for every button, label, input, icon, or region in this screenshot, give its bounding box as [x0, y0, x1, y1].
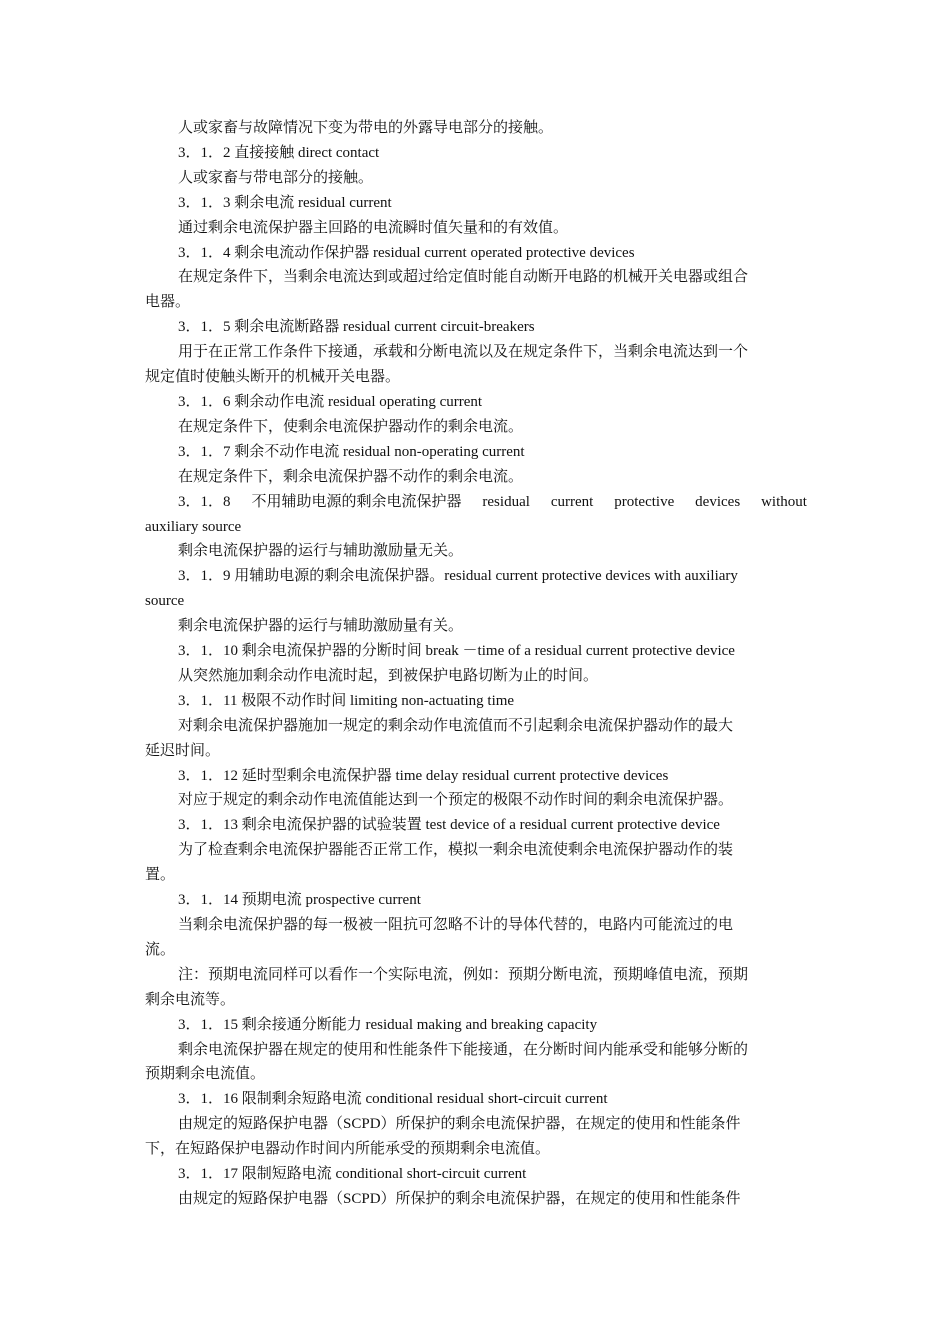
section-heading-3-1-5: 3．1．5 剩余电流断路器 residual current circuit-breakers [178, 319, 535, 336]
section-heading-3-1-4: 3．1．4 剩余电流动作保护器 residual current operated protective devices [178, 244, 635, 261]
text-line: 在规定条件下，使剩余电流保护器动作的剩余电流。 [178, 418, 524, 435]
text-line: 剩余电流保护器在规定的使用和性能条件下能接通，在分断时间内能承受和能够分断的 [178, 1041, 749, 1058]
text-line: 电器。 [145, 294, 191, 311]
text-line: 剩余电流保护器的运行与辅助激励量有关。 [178, 618, 464, 635]
text-line: 人或家畜与故障情况下变为带电的外露导电部分的接触。 [178, 120, 554, 136]
text-line: 剩余电流保护器的运行与辅助激励量无关。 [178, 543, 464, 560]
section-heading-3-1-6: 3．1．6 剩余动作电流 residual operating current [178, 393, 483, 410]
section-heading-3-1-17: 3．1．17 限制短路电流 conditional short-circuit current [178, 1166, 527, 1183]
text-line: 下，在短路保护电器动作时间内所能承受的预期剩余电流值。 [145, 1141, 551, 1158]
text-line: 延迟时间。 [145, 742, 221, 759]
section-heading-3-1-8 [145, 490, 807, 515]
text-line: 从突然施加剩余动作电流时起，到被保护电路切断为止的时间。 [178, 667, 599, 684]
text-line: 用于在正常工作条件下接通，承载和分断电流以及在规定条件下，当剩余电流达到一个 [178, 344, 749, 361]
heading-word: 3．1．8 [178, 493, 231, 510]
text-line: 置。 [145, 867, 176, 884]
text-line: 预期剩余电流值。 [145, 1066, 266, 1083]
text-line: 在规定条件下，剩余电流保护器不动作的剩余电流。 [178, 468, 524, 485]
text-line: 通过剩余电流保护器主回路的电流瞬时值矢量和的有效值。 [178, 219, 569, 236]
text-line: source [145, 593, 185, 610]
heading-word: devices [695, 493, 741, 510]
text-line: 当剩余电流保护器的每一极被一阻抗可忽略不计的导体代替的，电路内可能流过的电 [178, 917, 734, 933]
section-heading-3-1-9: 3．1．9 用辅助电源的剩余电流保护器。residual current protective devices with auxiliary [178, 568, 738, 585]
section-heading-3-1-15: 3．1．15 剩余接通分断能力 residual making and breaking capacity [178, 1016, 598, 1033]
text-line: 由规定的短路保护电器（SCPD）所保护的剩余电流保护器，在规定的使用和性能条件 [178, 1190, 741, 1207]
text-line: 对剩余电流保护器施加一规定的剩余动作电流值而不引起剩余电流保护器动作的最大 [178, 717, 734, 734]
text-line: 流。 [145, 941, 176, 958]
document-body [145, 116, 807, 1212]
heading-word: without [761, 493, 807, 510]
heading-word: residual [482, 493, 530, 510]
text-line: 规定值时使触头断开的机械开关电器。 [145, 369, 401, 386]
text-line: 人或家畜与带电部分的接触。 [178, 169, 374, 186]
text-line: auxiliary source [145, 518, 242, 535]
text-line: 在规定条件下，当剩余电流达到或超过给定值时能自动断开电路的机械开关电器或组合 [178, 269, 749, 286]
text-line: 对应于规定的剩余动作电流值能达到一个预定的极限不动作时间的剩余电流保护器。 [178, 792, 734, 809]
section-heading-3-1-13: 3．1．13 剩余电流保护器的试验装置 test device of a residual current protective device [178, 817, 720, 834]
heading-word: 不用辅助电源的剩余电流保护器 [251, 493, 462, 510]
section-heading-3-1-7: 3．1．7 剩余不动作电流 residual non-operating current [178, 443, 525, 460]
section-heading-3-1-16: 3．1．16 限制剩余短路电流 conditional residual short-circuit current [178, 1091, 608, 1108]
heading-word: current [550, 493, 594, 510]
note-line: 剩余电流等。 [145, 991, 236, 1008]
text-line: 由规定的短路保护电器（SCPD）所保护的剩余电流保护器，在规定的使用和性能条件 [178, 1116, 741, 1133]
section-heading-3-1-14: 3．1．14 预期电流 prospective current [178, 892, 421, 909]
text-line: 为了检查剩余电流保护器能否正常工作，模拟一剩余电流使剩余电流保护器动作的装 [178, 842, 734, 859]
section-heading-3-1-3: 3．1．3 剩余电流 residual current [178, 194, 392, 211]
section-heading-3-1-11: 3．1．11 极限不动作时间 limiting non-actuating time [178, 692, 515, 709]
section-heading-3-1-12: 3．1．12 延时型剩余电流保护器 time delay residual current protective devices [178, 767, 669, 784]
section-heading-3-1-2: 3．1．2 直接接触 direct contact [178, 144, 380, 161]
section-heading-3-1-10: 3．1．10 剩余电流保护器的分断时间 break －time of a residual current protective device [178, 643, 735, 660]
heading-word: protective [614, 493, 675, 510]
note-line: 注：预期电流同样可以看作一个实际电流，例如：预期分断电流，预期峰值电流，预期 [178, 966, 749, 983]
